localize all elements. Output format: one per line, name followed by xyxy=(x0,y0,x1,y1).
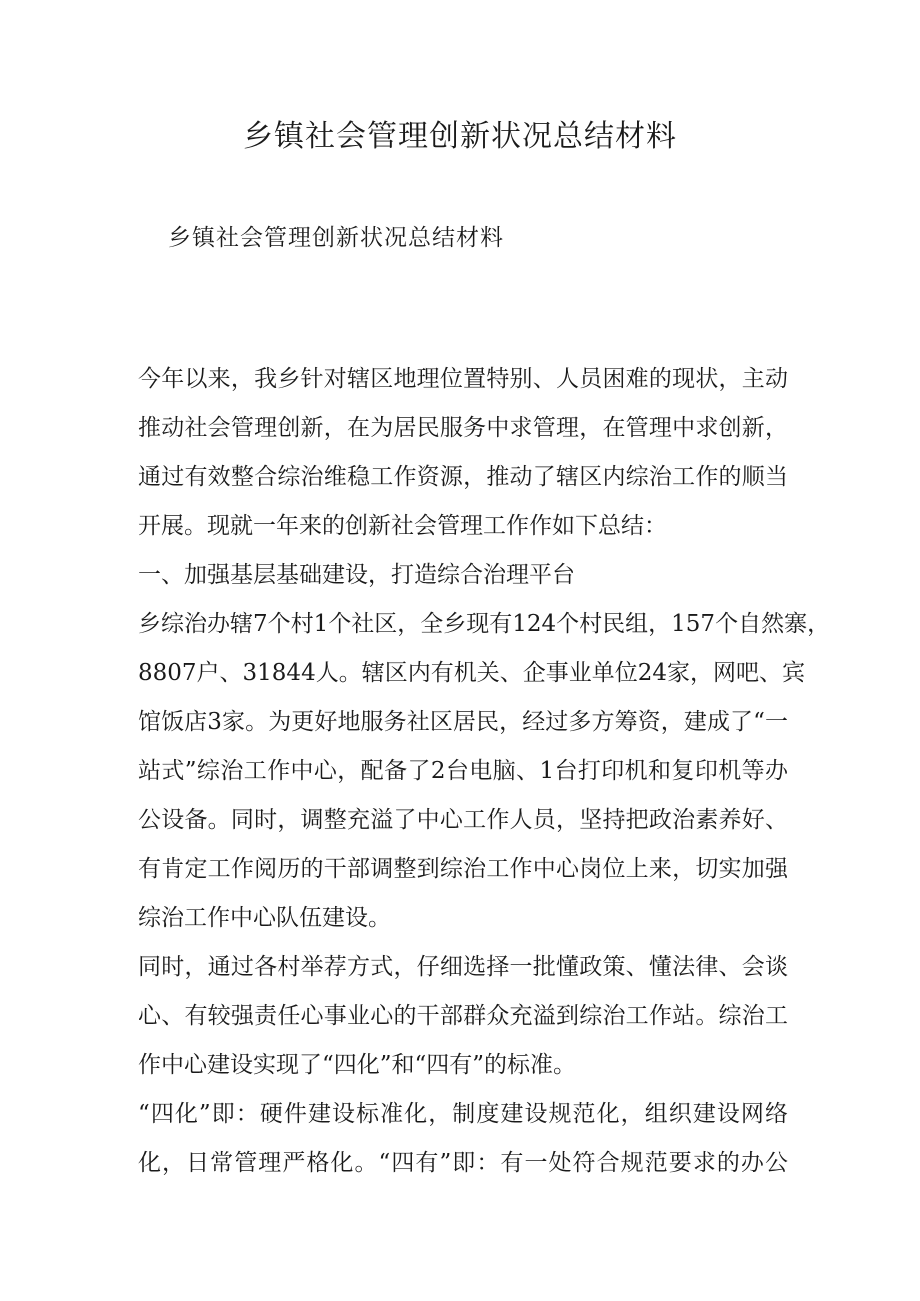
body-line: 乡综治办辖7个村1个社区，全乡现有124个村民组，157个自然寨， xyxy=(138,611,831,637)
body-line: 综治工作中心队伍建设。 xyxy=(138,905,391,931)
body-line: 今年以来，我乡针对辖区地理位置特别、人员困难的现状，主动 xyxy=(138,366,788,392)
section-heading: 一、加强基层基础建设，打造综合治理平台 xyxy=(138,562,575,588)
body-line: 化，日常管理严格化。“四有”即：有一处符合规范要求的办公 xyxy=(138,1150,788,1176)
body-line: 作中心建设实现了“四化”和“四有”的标准。 xyxy=(138,1052,577,1078)
document-body xyxy=(138,355,831,1188)
document-title: 乡镇社会管理创新状况总结材料 xyxy=(243,119,677,154)
body-line: 馆饭店3家。为更好地服务社区居民，经过多方筹资，建成了“一 xyxy=(138,709,788,735)
body-line: 有肯定工作阅历的干部调整到综治工作中心岗位上来，切实加强 xyxy=(138,856,788,882)
body-line: “四化”即：硬件建设标准化，制度建设规范化，组织建设网络 xyxy=(138,1101,788,1127)
body-line: 站式”综治工作中心，配备了2台电脑、1台打印机和复印机等办 xyxy=(138,758,788,784)
body-line: 同时，通过各村举荐方式，仔细选择一批懂政策、懂法律、会谈 xyxy=(138,954,788,980)
document-subtitle: 乡镇社会管理创新状况总结材料 xyxy=(168,225,504,251)
body-line: 通过有效整合综治维稳工作资源，推动了辖区内综治工作的顺当 xyxy=(138,464,788,490)
body-line: 开展。现就一年来的创新社会管理工作作如下总结： xyxy=(138,513,667,539)
body-line: 推动社会管理创新，在为居民服务中求管理，在管理中求创新， xyxy=(138,415,788,441)
body-line: 8807户、31844人。辖区内有机关、企事业单位24家，网吧、宾 xyxy=(138,660,805,686)
body-line: 心、有较强责任心事业心的干部群众充溢到综治工作站。综治工 xyxy=(138,1003,788,1029)
body-line: 公设备。同时，调整充溢了中心工作人员，坚持把政治素养好、 xyxy=(138,807,788,833)
